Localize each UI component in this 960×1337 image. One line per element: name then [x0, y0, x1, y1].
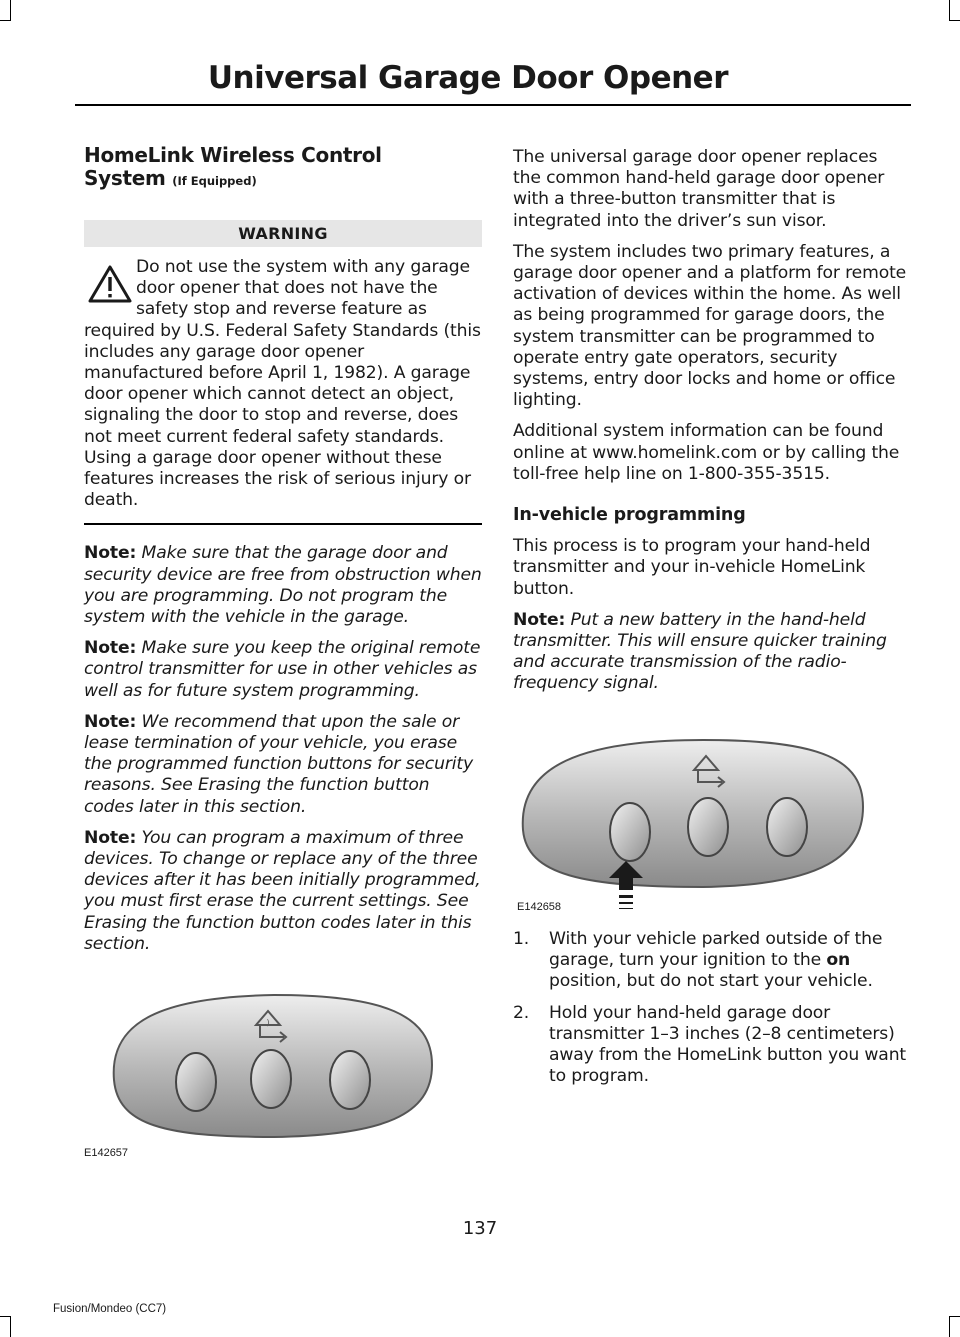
crop-mark	[10, 0, 11, 20]
note-item	[84, 638, 482, 702]
figure-id: E142658	[517, 901, 562, 913]
steps-section	[513, 929, 908, 1087]
section-title	[84, 144, 482, 193]
step-item	[513, 1003, 908, 1088]
note-label: Note:	[84, 543, 137, 564]
step-text: With your vehicle parked outside of the garage, turn your ignition to the	[549, 929, 883, 971]
crop-mark	[0, 20, 11, 21]
homelink-transmitter-illustration	[84, 985, 482, 1165]
right-column	[513, 147, 908, 695]
warning-heading: WARNING	[84, 220, 482, 247]
homelink-button-2	[251, 1050, 291, 1108]
note-item	[84, 712, 482, 818]
step-text: Hold your hand-held garage door transmitter 1–3 inches (2–8 centimeters) away from the HomeLink button you want to program.	[549, 1002, 907, 1087]
homelink-figure	[84, 985, 482, 1165]
note-item	[513, 610, 908, 695]
info-paragraph: Additional system information can be found online at www.homelink.com or by calling the toll-free help line on 1-800-355-3515.	[513, 421, 900, 484]
left-column	[84, 144, 482, 955]
step-text: position, but do not start your vehicle.	[549, 971, 873, 992]
header-divider	[75, 104, 911, 106]
note-label: Note:	[513, 609, 566, 630]
step-item	[513, 929, 908, 993]
page-number: 137	[462, 1218, 498, 1239]
note-text: Put a new battery in the hand-held transmitter. This will ensure quicker training and accurate transmission of the radio-frequency signal.	[513, 609, 887, 694]
note-label: Note:	[84, 711, 137, 732]
homelink-figure-arrow	[513, 735, 908, 915]
step-number: 2.	[513, 1002, 530, 1023]
homelink-transmitter-arrow-illustration	[513, 735, 908, 915]
intro-paragraph: The universal garage door opener replaces the common hand-held garage door opener with a three-button transmitter that is integrated into the driver’s sun visor.	[513, 147, 885, 231]
subsection-paragraph: This process is to program your hand-held transmitter and your in-vehicle HomeLink button.	[513, 536, 871, 599]
note-text: Make sure that the garage door and security device are free from obstruction when you are programming. Do not program the system with the vehicle in the garage.	[84, 543, 482, 628]
homelink-button-2	[688, 798, 728, 856]
homelink-button-3	[767, 798, 807, 856]
footer-model: Fusion/Mondeo (CC7)	[53, 1303, 167, 1315]
crop-mark	[10, 1317, 11, 1337]
crop-mark	[0, 1316, 11, 1317]
crop-mark	[949, 20, 960, 21]
crop-mark	[949, 1316, 960, 1317]
section-title-main: HomeLink Wireless Control	[84, 143, 382, 167]
warning-text: Do not use the system with any garage door opener that does not have the safety stop and reverse feature as required by U.S. Federal Safety Standards (this includes any garage door opener manufactured before April 1, 1982). A garage door opener which cannot detect an object, signaling the door to stop and reverse, does not meet current federal safety standards. Using a garage door opener without these features increases the risk of serious injury or death.	[84, 257, 481, 511]
warning-body	[84, 257, 482, 525]
homelink-button-3	[330, 1051, 370, 1109]
crop-mark	[949, 1317, 950, 1337]
section-title-suffix: (If Equipped)	[172, 174, 257, 188]
note-item	[84, 543, 482, 628]
homelink-button-1	[176, 1053, 216, 1111]
page-header-title: Universal Garage Door Opener	[207, 60, 728, 96]
note-label: Note:	[84, 638, 137, 659]
note-text: Make sure you keep the original remote control transmitter for use in other vehicles as well as for future system programming.	[84, 638, 481, 701]
homelink-button-1	[610, 803, 650, 861]
note-item	[84, 828, 482, 955]
steps-list	[513, 929, 908, 1087]
warning-box	[84, 220, 482, 525]
warning-triangle-icon	[84, 261, 136, 305]
features-paragraph: The system includes two primary features, a garage door opener and a platform for remote activation of devices within the home. As well as being programmed for garage doors, the system transmitter can be programmed to operate entry gate operators, security systems, entry door locks and home or office lighting.	[513, 241, 907, 411]
step-bold-text: on	[826, 950, 851, 971]
figure-id: E142657	[84, 1147, 129, 1159]
note-label: Note:	[84, 827, 137, 848]
svg-text:): )	[266, 1018, 270, 1027]
note-text: You can program a maximum of three devices. To change or replace any of the three devices after it has been initially programmed, you must first erase the current settings. See Erasing the function button codes later in this section.	[84, 827, 481, 954]
step-number: 1.	[513, 929, 530, 949]
crop-mark	[949, 0, 950, 20]
subsection-heading: In-vehicle programming	[513, 505, 746, 526]
section-title-line2: System	[84, 166, 166, 190]
note-text: We recommend that upon the sale or lease termination of your vehicle, you erase the programmed function buttons for security reasons. See Erasing the function button codes later in this section.	[84, 711, 474, 817]
notes-list	[84, 543, 482, 955]
